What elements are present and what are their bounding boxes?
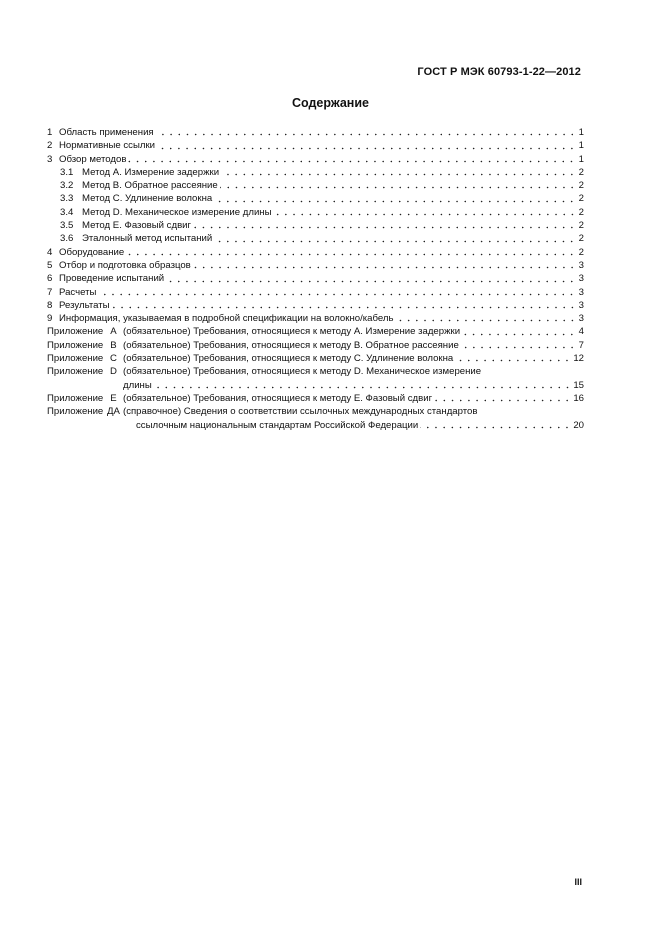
toc-entry-number: 2	[47, 140, 53, 152]
leader-dots	[221, 173, 576, 176]
standard-code: ГОСТ Р МЭК 60793-1-22—2012	[417, 66, 581, 78]
leader-dots	[214, 240, 576, 243]
leader-dots	[214, 200, 576, 203]
toc-entry-number: 3.3	[60, 193, 74, 205]
toc-entry-page: 3	[578, 286, 584, 298]
annex-title: (обязательное) Требования, относящиеся к методу В. Обратное рассеяние	[123, 339, 459, 351]
toc-entry-page: 2	[578, 166, 584, 178]
toc-entry-title: Отбор и подготовка образцов	[59, 259, 191, 271]
toc-entry-number: 9	[47, 313, 53, 325]
toc-entry-title: Обзор методов	[59, 153, 127, 165]
leader-dots	[166, 280, 576, 283]
toc-annex-entry[interactable]	[47, 365, 584, 378]
leader-dots	[274, 213, 577, 216]
leader-dots	[128, 160, 576, 163]
annex-title: (обязательное) Требования, относящиеся к методу С. Удлинение волокна	[123, 353, 454, 365]
toc-annex-continuation[interactable]	[47, 379, 584, 392]
toc-entry[interactable]	[47, 286, 584, 299]
toc-entry-number: 3.5	[60, 220, 74, 232]
toc-entry-page: 3	[578, 273, 584, 285]
toc-entry-page: 1	[578, 153, 584, 165]
toc-entry-number: 3.4	[60, 206, 74, 218]
toc-entry-title: Нормативные ссылки	[59, 140, 156, 152]
toc-entry-page: 2	[578, 206, 584, 218]
toc-entry[interactable]	[47, 153, 584, 166]
toc-entry-title: Метод Е. Фазовый сдвиг	[82, 220, 192, 232]
annex-letter: А	[110, 326, 117, 338]
toc-entry-number: 4	[47, 246, 53, 258]
toc-entry-title: Проведение испытаний	[59, 273, 165, 285]
toc-entry[interactable]	[47, 259, 584, 272]
annex-label: Приложение	[47, 353, 104, 365]
toc-subentry[interactable]	[47, 192, 584, 205]
toc-entry-title: Информация, указываемая в подробной спецификации на волокно/кабель	[59, 313, 394, 325]
toc-entry-number: 3.2	[60, 180, 74, 192]
annex-label: Приложение	[47, 406, 104, 418]
toc-entry-page: 20	[573, 419, 584, 431]
toc-entry-number: 3.1	[60, 166, 74, 178]
toc-annex-entry[interactable]	[47, 325, 584, 338]
toc-entry-title: Метод А. Измерение задержки	[82, 166, 220, 178]
toc-entry-page: 16	[573, 392, 584, 404]
toc-entry-page: 1	[578, 140, 584, 152]
toc-entry-title: Расчеты	[59, 286, 97, 298]
leader-dots	[157, 147, 576, 150]
toc-entry-page: 3	[578, 299, 584, 311]
leader-dots	[420, 426, 571, 429]
toc-entry[interactable]	[47, 312, 584, 325]
annex-letter: Е	[110, 392, 117, 404]
leader-dots	[461, 346, 576, 349]
toc-subentry[interactable]	[47, 166, 584, 179]
page-number: III	[574, 877, 582, 887]
toc-entry-page: 1	[578, 127, 584, 138]
toc-subentry[interactable]	[47, 232, 584, 245]
toc-entry-number: 1	[47, 127, 53, 138]
annex-letter: D	[110, 366, 117, 378]
toc-entry[interactable]	[47, 299, 584, 312]
leader-dots	[156, 133, 576, 136]
toc-entry-title: Эталонный метод испытаний	[82, 233, 213, 245]
toc-annex-entry[interactable]	[47, 352, 584, 365]
toc-annex-entry[interactable]	[47, 405, 584, 418]
toc-entry-title: Метод В. Обратное рассеяние	[82, 180, 218, 192]
toc-annex-entry[interactable]	[47, 339, 584, 352]
toc-entry-page: 2	[578, 233, 584, 245]
toc-entry-page: 4	[578, 326, 584, 338]
toc-entry-title: Область применения	[59, 127, 154, 138]
toc-entry-page: 3	[578, 313, 584, 325]
annex-letter: ДА	[107, 406, 120, 418]
annex-title: (справочное) Сведения о соответствии ссылочных международных стандартов	[123, 406, 478, 418]
leader-dots	[434, 399, 571, 402]
toc-entry-page: 15	[573, 379, 584, 391]
annex-title: (обязательное) Требования, относящиеся к методу А. Измерение задержки	[123, 326, 461, 338]
toc-entry-title: Метод D. Механическое измерение длины	[82, 206, 272, 218]
leader-dots	[193, 226, 576, 229]
annex-letter: В	[110, 339, 117, 351]
toc-entry-title: Метод С. Удлинение волокна	[82, 193, 213, 205]
toc-entry-number: 7	[47, 286, 53, 298]
toc-subentry[interactable]	[47, 219, 584, 232]
toc-entry[interactable]	[47, 272, 584, 285]
toc-annex-continuation[interactable]	[47, 419, 584, 432]
leader-dots	[154, 386, 572, 389]
table-of-contents	[47, 126, 584, 432]
toc-entry-number: 6	[47, 273, 53, 285]
annex-title: (обязательное) Требования, относящиеся к методу D. Механическое измерение	[123, 366, 482, 378]
toc-entry-page: 2	[578, 246, 584, 258]
toc-subentry[interactable]	[47, 179, 584, 192]
toc-subentry[interactable]	[47, 206, 584, 219]
toc-entry-page: 7	[578, 339, 584, 351]
annex-title-continued: длины	[123, 379, 152, 391]
annex-title-continued: ссылочным национальным стандартам Российской Федерации	[136, 419, 419, 431]
toc-entry-title: Оборудование	[59, 246, 125, 258]
leader-dots	[112, 306, 576, 309]
toc-entry-number: 3	[47, 153, 53, 165]
toc-entry[interactable]	[47, 139, 584, 152]
toc-entry[interactable]	[47, 126, 584, 139]
toc-entry[interactable]	[47, 246, 584, 259]
leader-dots	[193, 266, 576, 269]
toc-annex-entry[interactable]	[47, 392, 584, 405]
annex-label: Приложение	[47, 366, 104, 378]
toc-entry-page: 12	[573, 353, 584, 365]
leader-dots	[98, 293, 576, 296]
annex-letter: С	[110, 353, 117, 365]
toc-entry-number: 5	[47, 259, 53, 271]
toc-entry-title: Результаты	[59, 299, 110, 311]
annex-label: Приложение	[47, 339, 104, 351]
leader-dots	[220, 186, 576, 189]
annex-label: Приложение	[47, 326, 104, 338]
toc-entry-page: 2	[578, 193, 584, 205]
page-title: Содержание	[291, 96, 369, 110]
toc-entry-number: 8	[47, 299, 53, 311]
toc-entry-page: 2	[578, 220, 584, 232]
leader-dots	[455, 359, 571, 362]
leader-dots	[462, 333, 576, 336]
toc-entry-page: 2	[578, 180, 584, 192]
annex-title: (обязательное) Требования, относящиеся к методу Е. Фазовый сдвиг	[123, 392, 433, 404]
leader-dots	[126, 253, 576, 256]
toc-entry-number: 3.6	[60, 233, 74, 245]
annex-label: Приложение	[47, 392, 104, 404]
leader-dots	[396, 319, 576, 322]
toc-entry-page: 3	[578, 259, 584, 271]
